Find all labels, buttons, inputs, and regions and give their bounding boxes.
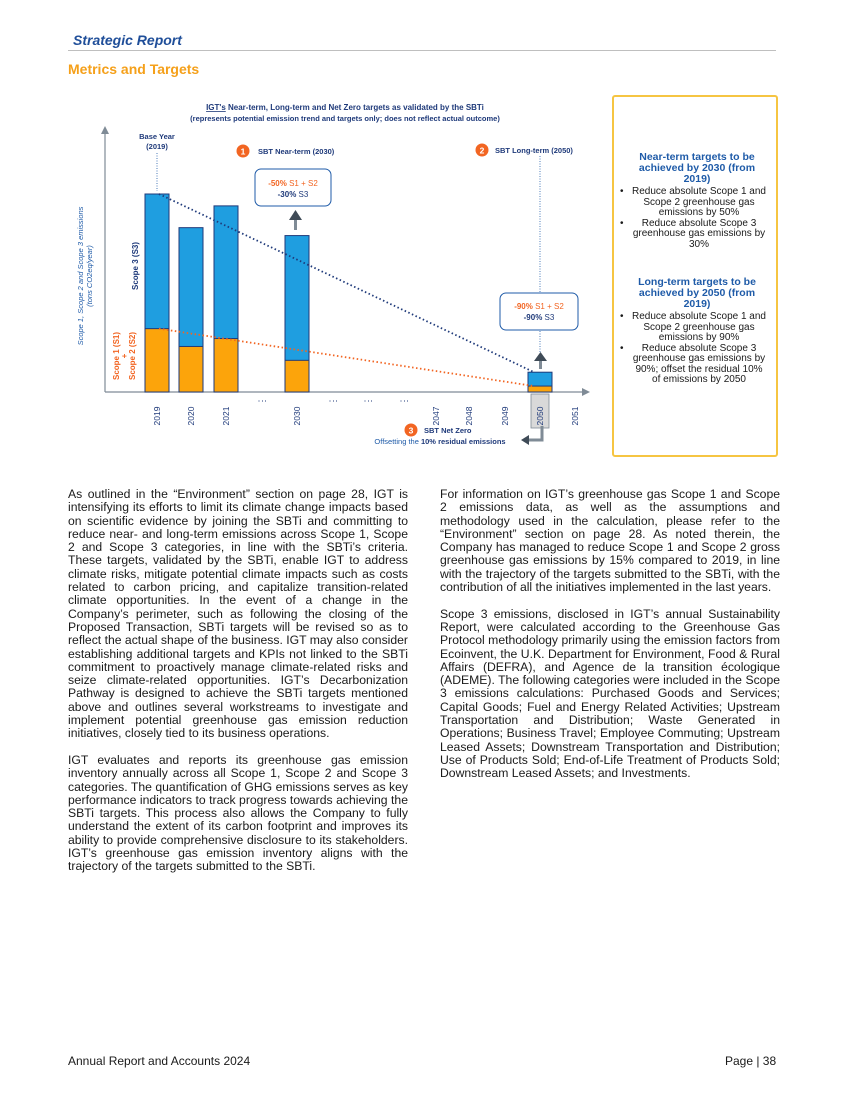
base-year-label-2: (2019): [146, 142, 168, 151]
svg-text:-30% S3: [278, 190, 309, 199]
paragraph: Scope 3 emissions, disclosed in IGT’s annual Sustainability Report, were calculated according to the Greenhouse Gas Protocol methodology primarily using the emission factors from Ecoinvent, the U.K. Department for Environment, Food & Rural Affairs (DEFRA), and Agence de la transition écologique (ADEME). The following categories were included in the Scope 3 emissions calculations: Purchased Goods and Services; Capital Goods; Fuel and Energy Related Activities; Upstream Transportation and Distribution; Waste Generated in Operations; Business Travel; Employee Commuting; Upstream Leased Assets; Downstream Transportation and Distribution; Use of Products Sold; End-of-Life Treatment of Products Sold; Downstream Leased Assets; and Investments.: [440, 606, 780, 781]
marker-3-num: 3: [408, 425, 414, 436]
scope-plus-label: +: [120, 353, 129, 359]
sbti-targets-chart: [68, 96, 598, 452]
x-tick-2047: 2047: [431, 406, 441, 426]
bar-scope12-2020: [179, 346, 203, 392]
y-axis-arrow: [101, 126, 109, 134]
y-axis-label-2: (tons CO2eq/year): [85, 245, 94, 307]
marker-2-s12-suffix: S1 + S2: [532, 302, 564, 311]
near-term-block: [614, 152, 780, 250]
marker-1-s3: -30%: [277, 190, 297, 199]
x-tick-ellipsis: ⋮: [328, 396, 338, 406]
marker-1-arrow-stem: [294, 219, 297, 230]
bar-scope12-2019: [145, 329, 169, 392]
y-axis-label-1: Scope 1, Scope 2 and Scope 3 emissions: [76, 206, 85, 346]
near-term-title: Near-term targets to be achieved by 2030 (from 2019): [638, 151, 756, 185]
bar-scope12-2050: [528, 386, 552, 392]
svg-text:-50% S1 + S2: [268, 179, 318, 188]
marker-1-num: 1: [240, 146, 246, 157]
x-tick-ellipsis: ⋮: [257, 396, 267, 406]
x-tick-2050: 2050: [535, 406, 545, 426]
marker-3-sub-pre: Offsetting the: [374, 437, 421, 446]
targets-summary-box: [612, 95, 778, 457]
bar-scope12-2021: [214, 339, 238, 392]
x-tick-labels: [152, 397, 580, 426]
x-tick-2020: 2020: [186, 406, 196, 426]
long-term-item: • Reduce absolute Scope 3 greenhouse gas emissions by 90%; offset the residual 10% of emissions by 2050: [630, 344, 768, 386]
scope2-axis-label: Scope 2 (S2): [128, 331, 137, 381]
long-term-item: • Reduce absolute Scope 1 and Scope 2 greenhouse gas emissions by 90%: [630, 312, 768, 344]
marker-3-label: SBT Net Zero: [424, 426, 472, 435]
marker-1-s12-suffix: S1 + S2: [286, 179, 318, 188]
x-tick-ellipsis: ⋮: [363, 396, 373, 406]
marker-2-arrow-head: [534, 352, 547, 361]
near-term-item: • Reduce absolute Scope 3 greenhouse gas emissions by 30%: [630, 219, 768, 251]
paragraph: As outlined in the “Environment” section on page 28, IGT is intensifying its efforts to limit its climate change impacts based on scientific evidence by joining the SBTi and committing to reduce near- and long-term emissions across Scope 1, Scope 2 and Scope 3 categories, in line with the SBTi’s criteria. These targets, validated by the SBTi, enable IGT to address climate risks, mitigate potential climate impacts such as costs related to carbon pricing, and capitalize transition-related climate opportunities. In the event of a change in the Company’s perimeter, such as following the closing of the Proposed Transaction, SBTi targets will be revised so as to reflect the actual shape of the business. IGT may also consider establishing additional targets and KPIs not linked to the SBTi commitment to proactively manage climate-related risks and seize climate-related opportunities. IGT’s Decarbonization Pathway is designed to achieve the SBTi targets mentioned above and outlines several workstreams to investigate and implement potential greenhouse gas emission reduction initiatives, closely tied to its business operations.: [68, 487, 408, 741]
x-tick-2051: 2051: [570, 406, 580, 426]
chart-subtitle: (represents potential emission trend and targets only; does not reflect actual outcome): [190, 114, 500, 123]
chart-title: [206, 103, 484, 112]
x-tick-2048: 2048: [464, 406, 474, 426]
near-term-list: [614, 187, 768, 250]
x-tick-2030: 2030: [292, 406, 302, 426]
marker-1-label: SBT Near-term (2030): [258, 147, 335, 156]
long-term-title: Long-term targets to be achieved by 2050 (from 2019): [638, 276, 756, 310]
marker-2-label: SBT Long-term (2050): [495, 146, 573, 155]
svg-text:-90% S3: [524, 313, 555, 322]
long-term-block: [614, 277, 780, 386]
body-column-left: [68, 488, 408, 887]
marker-2-s3-suffix: S3: [542, 313, 555, 322]
footer-page-number: Page | 38: [725, 1054, 777, 1068]
marker-3-sub-bold: 10% residual emissions: [420, 437, 506, 446]
marker-2-num: 2: [479, 145, 485, 156]
marker-1-s3-suffix: S3: [296, 190, 309, 199]
x-tick-2019: 2019: [152, 406, 162, 426]
near-term-item: • Reduce absolute Scope 1 and Scope 2 greenhouse gas emissions by 50%: [630, 187, 768, 219]
report-section-header: Strategic Report: [73, 32, 182, 48]
svg-text:Offsetting the 10% residual em: [374, 437, 505, 446]
svg-text:-90% S1 + S2: [514, 302, 564, 311]
scope1-axis-label: Scope 1 (S1): [112, 331, 121, 381]
x-axis-arrow: [582, 388, 590, 396]
chart-title-rest: Near-term, Long-term and Net Zero targets as validated by the SBTi: [225, 103, 484, 112]
header-divider: [68, 50, 776, 51]
paragraph: For information on IGT’s greenhouse gas Scope 1 and Scope 2 emissions data, as well as the assumptions and methodology used in the calculation, please refer to the “Environment” section on page 28. As noted therein, the Company has managed to reduce Scope 1 and Scope 2 gross greenhouse gas emissions by 15% compared to 2019, in line with the trajectory of the targets submitted to the SBTi, with the contribution of all the initiatives implemented in the last years.: [440, 487, 780, 595]
marker-2-s12: -90%: [514, 302, 533, 311]
x-tick-2021: 2021: [221, 406, 231, 426]
footer-report-name: Annual Report and Accounts 2024: [68, 1054, 251, 1068]
marker-2-callout: [500, 293, 578, 330]
marker-1-s12: -50%: [268, 179, 287, 188]
page-title: Metrics and Targets: [68, 61, 200, 77]
chart-title-igt: IGT's: [206, 103, 226, 112]
bar-scope12-2030: [285, 360, 309, 392]
net-zero-arrow-head: [521, 435, 529, 445]
bars-group: [145, 194, 552, 392]
marker-1-arrow-head: [289, 210, 302, 220]
paragraph: IGT evaluates and reports its greenhouse gas emission inventory annually across all Scope 1, Scope 2 and Scope 3 categories. The quantification of GHG emissions serves as key performance indicators to track progress towards achieving the SBTi targets. This process also allows the Company to fully understand the extent of its carbon footprint and improves its ability to provide comprehensive disclosure to its stakeholders. IGT’s greenhouse gas emission inventory aligns with the trajectory of the targets submitted to the SBTi.: [68, 752, 408, 874]
x-tick-2049: 2049: [500, 406, 510, 426]
scope3-axis-label: Scope 3 (S3): [131, 241, 140, 291]
marker-2-s3: -90%: [523, 313, 543, 322]
body-column-right: [440, 488, 780, 794]
long-term-list: [614, 312, 768, 386]
base-year-label: Base Year: [139, 132, 175, 141]
x-tick-ellipsis: ⋮: [399, 396, 409, 406]
